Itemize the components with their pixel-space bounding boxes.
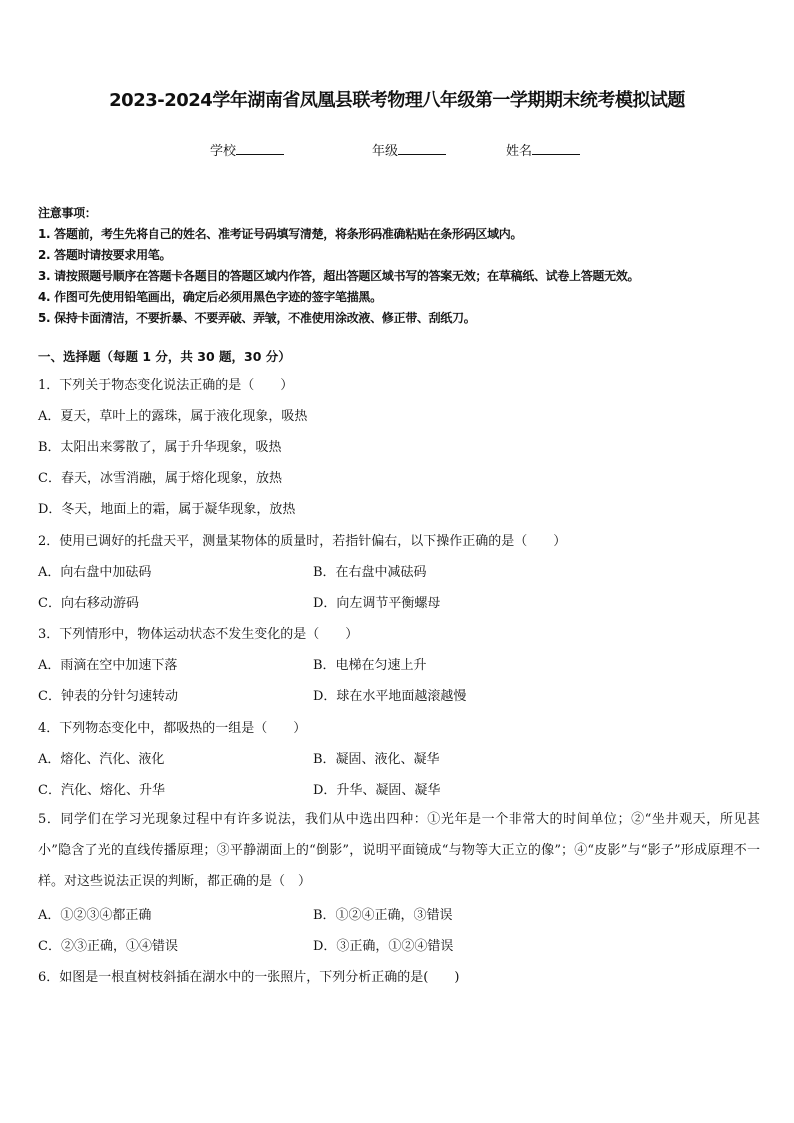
note-item: 3. 请按照题号顺序在答题卡各题目的答题区域内作答，超出答题区域书写的答案无效；在草稿纸、试卷上答题无效。	[38, 269, 640, 283]
question-1-option-c[interactable]: C．春天，冰雪消融，属于熔化现象，放热	[38, 471, 282, 486]
question-3-stem: 3．下列情形中，物体运动状态不发生变化的是（ ）	[38, 627, 359, 642]
grade-blank[interactable]	[398, 143, 446, 155]
name-blank[interactable]	[532, 143, 580, 155]
question-5-option-b[interactable]: B．①②④正确，③错误	[313, 908, 453, 923]
note-item: 2. 答题时请按要求用笔。	[38, 248, 172, 262]
question-6-stem: 6．如图是一根直树枝斜插在湖水中的一张照片，下列分析正确的是( )	[38, 970, 460, 985]
note-item: 1. 答题前，考生先将自己的姓名、准考证号码填写清楚，将条形码准确粘贴在条形码区域内。	[38, 227, 523, 241]
question-3-option-c[interactable]: C．钟表的分针匀速转动	[38, 689, 178, 704]
question-4-stem: 4．下列物态变化中，都吸热的一组是（ ）	[38, 721, 307, 736]
exam-title: 2023-2024学年湖南省凤凰县联考物理八年级第一学期期末统考模拟试题	[109, 90, 685, 111]
question-4-option-a[interactable]: A．熔化、汽化、液化	[38, 752, 165, 767]
question-5-option-a[interactable]: A．①②③④都正确	[38, 908, 152, 923]
question-3-option-d[interactable]: D．球在水平地面越滚越慢	[313, 689, 467, 704]
question-5-stem: 5．同学们在学习光现象过程中有许多说法，我们从中选出四种：①光年是一个非常大的时间单位；②“坐井观天，所见甚小”隐含了光的直线传播原理；③平静湖面上的“倒影”，说明平面镜成“与物等大正立的像”；④“皮影”与“影子”形成原理不一样。对这些说法正误的判断，都正确的是（ ）	[38, 812, 760, 889]
student-info-row	[0, 140, 794, 160]
grade-field[interactable]	[372, 140, 446, 159]
question-4-option-d[interactable]: D．升华、凝固、凝华	[313, 783, 441, 798]
question-2-option-a[interactable]: A．向右盘中加砝码	[38, 565, 152, 580]
question-3-option-a[interactable]: A．雨滴在空中加速下落	[38, 658, 178, 673]
grade-label: 年级	[372, 144, 399, 159]
question-2-stem: 2．使用已调好的托盘天平，测量某物体的质量时，若指针偏右，以下操作正确的是（ ）	[38, 534, 567, 549]
school-label: 学校	[210, 144, 237, 159]
notes-heading: 注意事项：	[38, 206, 97, 220]
question-2-option-d[interactable]: D．向左调节平衡螺母	[313, 596, 441, 611]
question-1-stem: 1．下列关于物态变化说法正确的是（ ）	[38, 378, 294, 393]
section-heading: 一、选择题（每题 1 分，共 30 题，30 分）	[38, 349, 291, 364]
question-5-option-c[interactable]: C．②③正确，①④错误	[38, 939, 178, 954]
school-blank[interactable]	[236, 143, 284, 155]
notes-block	[38, 203, 768, 329]
question-5-option-d[interactable]: D．③正确，①②④错误	[313, 939, 454, 954]
question-3-option-b[interactable]: B．电梯在匀速上升	[313, 658, 427, 673]
question-2-option-b[interactable]: B．在右盘中减砝码	[313, 565, 427, 580]
note-item: 4. 作图可先使用铅笔画出，确定后必须用黑色字迹的签字笔描黑。	[38, 290, 382, 304]
question-1-option-d[interactable]: D．冬天，地面上的霜，属于凝华现象，放热	[38, 502, 296, 517]
question-1-option-b[interactable]: B．太阳出来雾散了，属于升华现象，吸热	[38, 440, 282, 455]
question-2-option-c[interactable]: C．向右移动游码	[38, 596, 139, 611]
school-field[interactable]	[210, 140, 284, 159]
question-4-option-b[interactable]: B．凝固、液化、凝华	[313, 752, 440, 767]
question-4-option-c[interactable]: C．汽化、熔化、升华	[38, 783, 165, 798]
name-label: 姓名	[506, 144, 533, 159]
name-field[interactable]	[506, 140, 580, 159]
question-1-option-a[interactable]: A．夏天，草叶上的露珠，属于液化现象，吸热	[38, 409, 308, 424]
note-item: 5. 保持卡面清洁，不要折暴、不要弄破、弄皱，不准使用涂改液、修正带、刮纸刀。	[38, 311, 476, 325]
